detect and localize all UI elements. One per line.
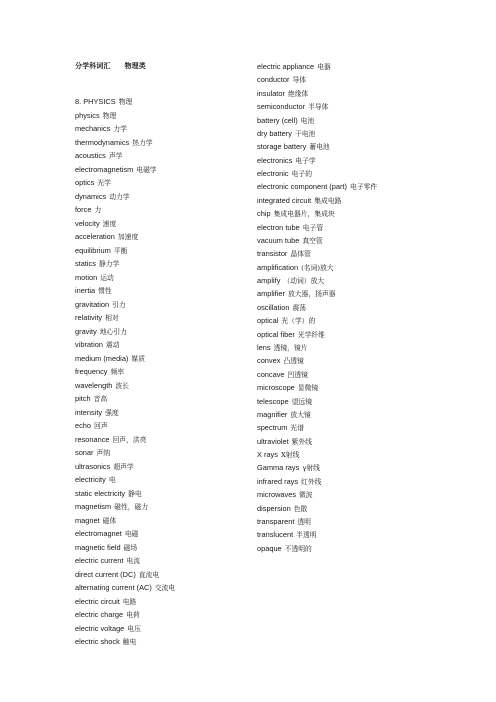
term-entry	[75, 610, 140, 620]
term-chinese: 半导体	[308, 103, 329, 112]
term-english: intensity	[75, 407, 103, 417]
term-entry	[75, 340, 120, 350]
term-english: statics	[75, 259, 96, 268]
term-entry	[257, 182, 377, 192]
term-english: velocity	[75, 218, 100, 228]
term-english: integrated circuit	[257, 195, 312, 205]
term-entry	[257, 544, 312, 554]
term-english: 8. PHYSICS	[75, 97, 116, 106]
term-english: frequency	[75, 367, 108, 376]
term-entry	[75, 475, 116, 485]
term-entry	[75, 165, 157, 175]
term-entry	[75, 381, 129, 391]
term-entry	[75, 529, 138, 539]
term-entry	[75, 516, 116, 526]
term-english: resonance	[75, 434, 110, 444]
term-english: acoustics	[75, 151, 106, 160]
term-chinese: 电磁	[124, 530, 139, 538]
term-chinese: 热力学	[132, 138, 153, 147]
term-entry	[257, 142, 330, 152]
term-chinese: 绝缘体	[287, 89, 309, 98]
term-entry	[75, 205, 101, 215]
term-entry	[75, 286, 112, 296]
term-chinese: 媒质	[131, 354, 145, 363]
term-chinese: 电子的	[291, 170, 313, 179]
term-chinese: 望远镜	[291, 397, 313, 406]
term-english: vibration	[75, 340, 103, 349]
term-english: lens	[257, 342, 271, 352]
term-chinese: 震动	[105, 341, 120, 349]
term-entry	[257, 236, 323, 246]
term-entry	[75, 97, 132, 107]
term-entry	[257, 370, 308, 380]
term-chinese: 电磁学	[136, 165, 157, 174]
term-chinese: 半透明	[296, 531, 317, 540]
term-chinese: 凹透镜	[287, 370, 308, 379]
term-english: sonar	[75, 448, 94, 457]
term-english: telescope	[257, 396, 289, 406]
term-entry	[257, 383, 318, 393]
term-chinese: 音高	[93, 395, 108, 403]
term-entry	[75, 219, 116, 229]
term-chinese: 电	[108, 476, 116, 484]
term-entry	[257, 530, 317, 540]
term-entry	[75, 556, 140, 566]
term-chinese: 光（学）的	[281, 317, 316, 326]
term-chinese: 电压	[127, 624, 141, 633]
term-entry	[257, 209, 335, 219]
term-english: battery (cell)	[257, 115, 298, 125]
term-english: amplification	[257, 262, 299, 272]
term-chinese: 静电	[128, 489, 142, 498]
term-english: electronic component (part)	[257, 182, 347, 192]
term-chinese: 集成电路	[314, 196, 342, 205]
term-chinese: 电流	[126, 557, 141, 565]
term-english: vacuum tube	[257, 235, 300, 245]
term-chinese: 回声，洪亮	[112, 435, 147, 444]
term-english: ultrasonics	[75, 461, 111, 471]
term-chinese: 平衡	[113, 246, 128, 255]
term-chinese: 晶体管	[290, 250, 311, 259]
term-chinese: 色散	[293, 504, 308, 513]
term-english: insulator	[257, 88, 285, 98]
term-entry	[257, 397, 312, 407]
term-entry	[257, 196, 341, 206]
term-chinese: 紫外线	[291, 437, 313, 446]
term-entry	[257, 437, 312, 447]
term-chinese: 光学	[97, 179, 111, 187]
term-english: electronic	[257, 169, 289, 179]
term-english: electric appliance	[257, 62, 315, 71]
term-english: inertia	[75, 286, 96, 295]
term-entry	[257, 343, 308, 353]
term-entry	[257, 410, 311, 420]
term-english: direct current (DC)	[75, 569, 136, 579]
term-entry	[75, 367, 124, 377]
term-entry	[257, 517, 311, 527]
term-english: acceleration	[75, 232, 115, 241]
term-entry	[257, 289, 336, 299]
term-english: dispersion	[257, 503, 291, 513]
term-english: oscillation	[257, 302, 290, 312]
term-english: electron tube	[257, 222, 300, 232]
term-chinese: 动力学	[109, 192, 130, 201]
term-entry	[75, 313, 119, 323]
term-entry	[75, 408, 119, 418]
term-entry	[257, 276, 324, 286]
term-english: optics	[75, 178, 95, 187]
term-entry	[257, 463, 320, 473]
term-chinese: 蓄电池	[309, 143, 330, 152]
term-chinese: 触电	[122, 638, 137, 646]
term-chinese: 凸透镜	[283, 357, 304, 366]
term-entry	[75, 354, 145, 364]
term-chinese: 透明	[297, 517, 311, 526]
term-english: amplify	[257, 276, 281, 286]
term-chinese: 回声	[94, 422, 108, 430]
term-entry	[75, 489, 142, 499]
term-chinese: 震荡	[292, 303, 307, 312]
term-chinese: 干电池	[294, 129, 316, 138]
term-entry	[75, 462, 134, 472]
term-chinese: 真空管	[302, 236, 323, 245]
term-chinese: 运动	[100, 273, 114, 282]
term-english: electric circuit	[75, 596, 120, 606]
term-chinese: 交流电	[154, 584, 176, 592]
term-chinese: 波长	[115, 381, 129, 390]
term-entry	[257, 62, 331, 72]
term-english: spectrum	[257, 423, 288, 433]
term-entry	[257, 303, 306, 313]
term-chinese: 电池	[300, 116, 315, 125]
term-english: wavelength	[75, 380, 113, 390]
term-entry	[75, 624, 141, 634]
term-english: gravity	[75, 326, 97, 336]
term-chinese: 声学	[108, 152, 123, 160]
term-chinese: (名词)放大	[301, 263, 334, 272]
term-entry	[75, 232, 138, 242]
term-english: electricity	[75, 475, 106, 484]
term-chinese: 电路	[122, 597, 137, 606]
term-entry	[75, 421, 108, 431]
term-english: dry battery	[257, 128, 292, 138]
term-chinese: 微波	[299, 491, 313, 500]
term-entry	[75, 138, 153, 148]
term-english: magnet	[75, 515, 100, 525]
term-chinese: 力	[94, 206, 102, 214]
term-english: electric shock	[75, 637, 120, 646]
term-entry	[75, 178, 111, 188]
term-english: electromagnet	[75, 529, 122, 538]
term-chinese: 电器	[317, 63, 331, 71]
term-entry	[257, 330, 325, 340]
term-chinese: X射线	[280, 451, 300, 460]
term-english: dynamics	[75, 191, 107, 201]
term-chinese: 显微镜	[297, 384, 319, 393]
term-chinese: 物理	[102, 111, 117, 120]
term-chinese: 透镜，镜片	[273, 343, 308, 352]
term-entry	[257, 316, 315, 326]
term-english: chip	[257, 209, 271, 219]
term-chinese: 速度	[102, 219, 117, 228]
term-chinese: 放大器，扬声器	[287, 290, 336, 299]
term-chinese: 集成电器片，集成块	[273, 210, 335, 219]
term-entry	[257, 450, 299, 460]
term-entry	[75, 394, 107, 404]
term-english: optical fiber	[257, 329, 295, 339]
term-english: storage battery	[257, 142, 307, 152]
term-entry	[75, 192, 130, 202]
term-chinese: 静力学	[98, 260, 120, 268]
term-entry	[257, 249, 311, 259]
term-chinese: 红外线	[301, 477, 322, 486]
term-entry	[75, 435, 147, 445]
term-chinese: 声纳	[96, 449, 111, 457]
term-english: mechanics	[75, 124, 111, 133]
heading-category: 物理类	[124, 63, 146, 70]
term-entry	[75, 448, 110, 458]
term-entry	[257, 102, 328, 112]
term-entry	[257, 89, 308, 99]
term-english: microwaves	[257, 490, 297, 500]
term-chinese: 超声学	[113, 462, 134, 471]
term-english: magnetism	[75, 502, 112, 511]
term-entry	[75, 259, 119, 269]
term-entry	[257, 504, 307, 514]
term-chinese: 物理	[118, 98, 133, 106]
term-entry	[257, 156, 316, 166]
term-english: convex	[257, 356, 281, 366]
term-english: microscope	[257, 383, 295, 393]
term-english: physics	[75, 110, 100, 120]
term-entry	[257, 263, 334, 273]
term-chinese: 加速度	[117, 233, 139, 241]
term-english: optical	[257, 316, 279, 326]
term-chinese: 电子管	[302, 223, 324, 232]
term-entry	[75, 637, 136, 647]
term-chinese: （动词）放大	[283, 277, 325, 286]
heading-title: 分学科词汇	[75, 63, 111, 70]
term-english: ultraviolet	[257, 436, 289, 446]
term-chinese: 电子零件	[349, 183, 378, 192]
term-chinese: 力学	[113, 125, 127, 133]
term-chinese: 放大镜	[290, 410, 311, 419]
term-chinese: γ射线	[302, 464, 320, 473]
term-entry	[257, 75, 306, 85]
term-entry	[75, 570, 159, 580]
term-english: force	[75, 205, 92, 214]
term-entry	[75, 300, 126, 310]
term-english: equilibrium	[75, 245, 111, 255]
term-entry	[75, 502, 148, 512]
term-chinese: 磁场	[123, 543, 138, 552]
term-entry	[257, 223, 323, 233]
term-chinese: 直流电	[138, 570, 160, 579]
term-entry	[75, 124, 127, 134]
term-english: medium (media)	[75, 353, 129, 363]
term-chinese: 不透明的	[284, 544, 312, 553]
term-english: X rays	[257, 450, 278, 460]
term-chinese: 导体	[292, 76, 307, 85]
term-entry	[257, 490, 313, 500]
term-english: echo	[75, 421, 92, 430]
term-english: transistor	[257, 249, 288, 259]
term-entry	[257, 423, 304, 433]
term-chinese: 惯性	[98, 287, 112, 295]
term-entry	[75, 273, 114, 283]
term-entry	[75, 597, 136, 607]
term-english: amplifier	[257, 289, 285, 299]
term-english: static electricity	[75, 488, 126, 498]
term-chinese: 相对	[105, 314, 119, 322]
term-entry	[257, 169, 312, 179]
term-english: opaque	[257, 543, 282, 553]
page-heading	[75, 61, 146, 71]
term-english: infrared rays	[257, 476, 299, 486]
term-english: electronics	[257, 155, 293, 165]
term-entry	[75, 543, 137, 553]
term-english: electromagnetism	[75, 164, 134, 174]
term-english: electric charge	[75, 610, 124, 619]
term-entry	[75, 246, 127, 256]
term-english: magnifier	[257, 409, 288, 419]
term-english: electric voltage	[75, 623, 125, 633]
term-chinese: 引力	[112, 300, 126, 309]
term-entry	[75, 151, 122, 161]
term-entry	[257, 129, 315, 139]
term-chinese: 频率	[110, 368, 125, 376]
term-entry	[75, 327, 127, 337]
term-english: translucent	[257, 530, 294, 540]
term-entry	[75, 111, 116, 121]
term-english: pitch	[75, 394, 91, 403]
term-chinese: 地心引力	[99, 327, 127, 336]
term-english: motion	[75, 272, 98, 282]
term-english: thermodynamics	[75, 137, 130, 147]
term-chinese: 电子学	[295, 156, 316, 165]
term-entry	[75, 583, 175, 593]
term-english: Gamma rays	[257, 463, 300, 473]
term-english: relativity	[75, 313, 103, 322]
term-english: conductor	[257, 75, 290, 85]
term-english: electric current	[75, 556, 124, 565]
term-english: transparent	[257, 516, 295, 526]
term-chinese: 磁性，磁力	[114, 503, 149, 511]
term-chinese: 光学纤维	[297, 330, 325, 339]
term-entry	[257, 356, 304, 366]
term-english: semiconductor	[257, 102, 306, 112]
term-chinese: 光谱	[290, 424, 304, 433]
term-chinese: 强度	[105, 408, 119, 417]
term-chinese: 磁体	[102, 516, 117, 525]
term-chinese: 电荷	[126, 611, 140, 619]
term-entry	[257, 477, 321, 487]
term-english: concave	[257, 369, 285, 379]
term-english: magnetic field	[75, 542, 121, 552]
term-entry	[257, 116, 314, 126]
term-english: alternating current (AC)	[75, 583, 152, 592]
term-english: gravitation	[75, 299, 110, 309]
